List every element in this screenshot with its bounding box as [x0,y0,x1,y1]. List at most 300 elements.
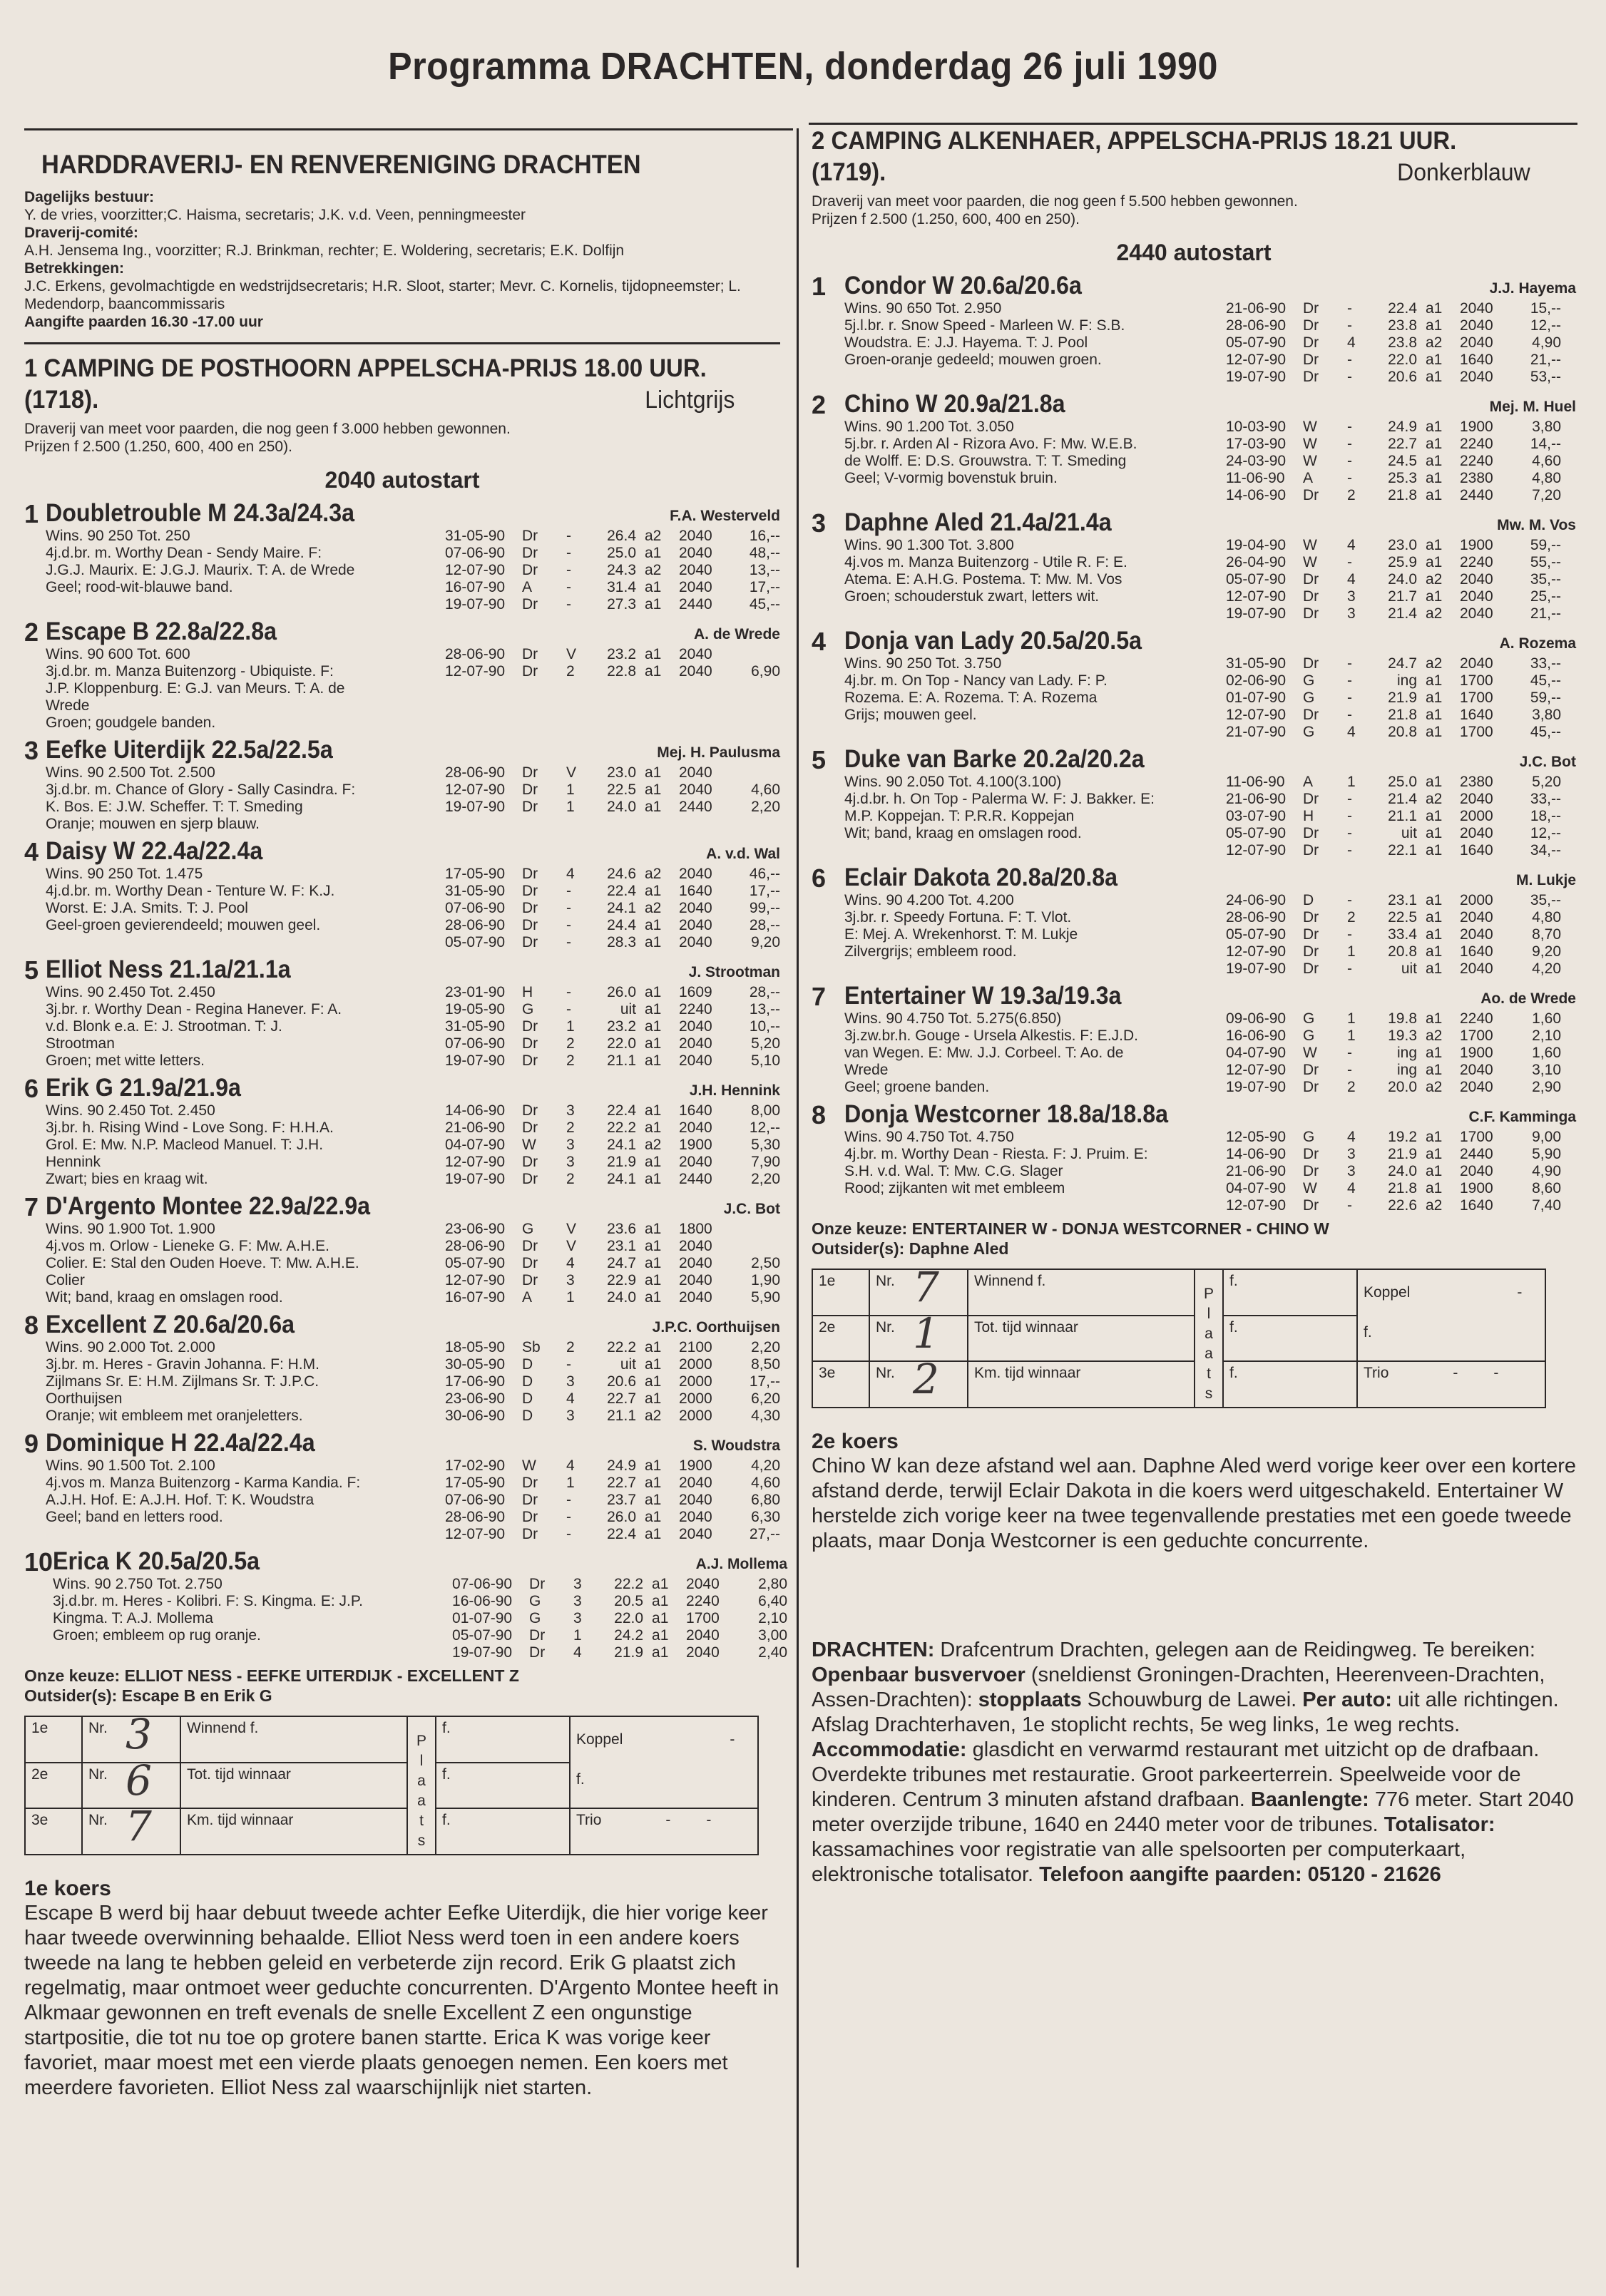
stat-cell: 1 [1347,943,1356,960]
info-line: 4j.d.br. m. Worthy Dean - Tenture W. F: K.J. [46,883,335,899]
bet-form [812,1263,1546,1408]
stat-cell: a1 [645,545,662,561]
stat-cell: 33.4 [1388,926,1417,943]
stat-cell: Dr [522,1238,538,1254]
stat-cell: W [522,1457,536,1474]
club-label: Dagelijks bestuur: [24,189,155,205]
info-line: Wins. 90 2.450 Tot. 2.450 [46,1102,215,1119]
horse-number: 7 [812,982,827,1011]
stat-cell: 23.8 [1388,317,1417,334]
stat-cell: 12-07-90 [445,663,506,680]
stat-cell: 2040 [679,1475,712,1491]
stat-cell: Dr [1303,825,1319,841]
race-color: Donkerblauw [1397,159,1530,186]
stat-cell: 2040 [679,934,712,950]
race-conditions: Draverij van meet voor paarden, die nog geen f 3.000 hebben gewonnen. [24,421,511,437]
stat-cell: 12-07-90 [445,1272,506,1288]
stat-cell: a1 [1426,352,1443,368]
stat-row [445,1238,780,1255]
stat-cell: - [566,1526,571,1542]
horse-stats [1226,419,1576,504]
horse-entry [24,1074,780,1188]
stat-cell: 24.5 [1388,453,1417,469]
stat-row [1226,808,1576,825]
stat-cell: 22.0 [614,1610,644,1626]
stat-cell: - [1347,1197,1352,1214]
info-line: Wins. 90 2.500 Tot. 2.500 [46,764,215,781]
horse-details [46,1221,780,1306]
stat-cell: 23-01-90 [445,984,506,1000]
horse-stats [445,1102,780,1188]
stat-cell: 2040 [1460,1062,1493,1078]
stat-cell: 20.8 [1388,724,1417,740]
stat-cell: 21-07-90 [1226,724,1287,740]
koers-title: 1e koers [24,1877,111,1900]
stat-cell: Dr [522,866,538,882]
horse-body [844,745,1576,859]
stat-cell: 2040 [679,528,712,544]
bet-f: f. [1223,1269,1357,1316]
stat-cell: 2440 [1460,1146,1493,1162]
stat-cell: 12-07-90 [445,1526,506,1542]
stat-cell: a1 [1426,707,1443,723]
stat-cell: Dr [1303,571,1319,588]
stat-cell: - [1347,842,1352,859]
info-bold: Telefoon aangifte paarden: 05120 - 21626 [1039,1863,1441,1886]
stat-cell: 1 [566,1475,575,1491]
info-line: 3j.br. r. Worthy Dean - Regina Hanever. F: A. [46,1001,342,1018]
column-divider [797,128,799,2267]
stat-cell: a1 [645,799,662,815]
stat-cell: 17-05-90 [445,1475,506,1491]
stat-cell: a1 [645,646,662,662]
stat-cell: G [1303,1010,1315,1027]
stat-cell: a1 [645,1475,662,1491]
stat-cell: 2040 [679,1018,712,1035]
stat-cell: 4,60 [751,1475,780,1491]
info-line: Wit; band, kraag en omslagen rood. [844,825,1082,841]
stat-cell: 1900 [679,1457,712,1474]
stat-row [452,1644,787,1661]
info-line: Geel; V-vormig bovenstuk bruin. [844,470,1058,486]
horse-info [844,1129,1226,1214]
horse-stats [1226,1129,1576,1214]
stat-cell: a1 [1426,943,1443,960]
horse-stats [1226,892,1576,978]
stat-cell: 20.8 [1388,943,1417,960]
horse-stats [1226,774,1576,859]
stat-cell: 1640 [1460,1197,1493,1214]
stat-cell: 1609 [679,984,712,1000]
info-line: Wins. 90 2.000 Tot. 2.000 [46,1339,215,1355]
stat-cell: Dr [522,663,538,680]
stat-cell: Dr [1303,1163,1319,1179]
stat-cell: 12-07-90 [1226,943,1287,960]
stat-cell: 3 [566,1154,575,1170]
info-bold: Per auto: [1302,1688,1392,1711]
stat-cell: G [529,1593,541,1609]
info-line: E: Mej. A. Wrekenhorst. T: M. Lukje [844,926,1078,943]
stat-cell: 2040 [1460,1079,1493,1095]
stat-cell: 53,-- [1530,369,1561,385]
stat-row [445,1272,780,1289]
info-line: Hennink [46,1154,101,1170]
stat-cell: 24-03-90 [1226,453,1287,469]
horse-name: Doubletrouble M 24.3a/24.3a [46,499,355,527]
horse-body [844,982,1576,1096]
info-bold: DRACHTEN: [812,1639,935,1661]
stat-cell: 01-07-90 [1226,690,1287,706]
stat-cell: Dr [522,528,538,544]
horse-driver: A. de Wrede [694,626,780,642]
stat-row [452,1576,787,1593]
stat-cell: 20.5 [614,1593,644,1609]
stat-row [1226,317,1576,334]
stat-cell: 2040 [1460,588,1493,605]
stat-cell: 2,90 [1532,1079,1561,1095]
stat-cell: a1 [645,1492,662,1508]
horse-stats [1226,537,1576,622]
stat-cell: a1 [645,1171,662,1187]
stat-cell: 1900 [1460,537,1493,553]
bet-label: Tot. tijd winnaar [180,1763,407,1809]
stat-cell: 2040 [1460,317,1493,334]
stat-row [1226,605,1576,622]
stat-cell: 2 [566,1052,575,1069]
stat-cell: 05-07-90 [1226,571,1287,588]
stat-cell: a1 [1426,774,1443,790]
stat-cell: 46,-- [749,866,780,882]
info-line: Worst. E: J.A. Smits. T: J. Pool [46,900,248,916]
horse-entry [24,1311,780,1425]
stat-row [1226,825,1576,842]
stat-cell: a1 [652,1576,669,1592]
stat-cell: 22.4 [607,1102,636,1119]
horse-stats [1226,1010,1576,1096]
stat-cell: 2040 [679,781,712,798]
stat-cell: 2040 [679,1052,712,1069]
stat-row [452,1593,787,1610]
stat-cell: H [1303,808,1314,824]
stat-cell: 21.9 [607,1154,636,1170]
stat-row [1226,487,1576,504]
stat-cell: 7,40 [1532,1197,1561,1214]
stat-cell: Dr [1303,1197,1319,1214]
stat-cell: ing [1396,672,1417,689]
stat-cell: 24.1 [607,900,636,916]
info-line: 4j.br. m. Worthy Dean - Riesta. F: J. Pruim. E: [844,1146,1148,1162]
stat-cell: a1 [1426,1010,1443,1027]
stat-cell: 2040 [679,866,712,882]
stat-cell: 22.8 [607,663,636,680]
bet-rank: 2e [812,1316,869,1362]
horse-driver: J. Strootman [688,964,780,980]
stat-cell: 1700 [686,1610,720,1626]
info-line: 3j.d.br. m. Heres - Kolibri. F: S. Kingma. E: J.P. [53,1593,363,1609]
stat-row [445,528,780,545]
info-line: 3j.d.br. m. Manza Buitenzorg - Ubiquiste. F: [46,663,334,680]
horse-number: 4 [812,627,827,656]
horse-driver: A.J. Mollema [695,1556,788,1572]
stat-cell: 11-06-90 [1226,470,1285,486]
stat-row [1226,1045,1576,1062]
horse-details [46,866,780,951]
stat-cell: 3 [566,1272,575,1288]
stat-cell: a1 [1426,419,1443,435]
stat-cell: 02-06-90 [1226,672,1287,689]
horse-info [46,866,445,951]
stat-cell: W [1303,1045,1317,1061]
info-line: M.P. Koppejan. T: P.R.R. Koppejan [844,808,1075,824]
horse-details [844,300,1576,386]
stat-cell: 24.0 [607,1289,636,1306]
stat-cell: Dr [522,562,538,578]
stat-cell: 2040 [679,1492,712,1508]
stat-cell: 1700 [1460,724,1493,740]
stat-row [445,883,780,900]
stat-cell: 22.2 [614,1576,644,1592]
stat-cell: a1 [645,1154,662,1170]
horse-stats [445,984,780,1070]
stat-cell: 3,00 [758,1627,788,1644]
stat-cell: a1 [645,1457,662,1474]
stat-cell: 21.9 [614,1644,644,1661]
stat-cell: 05-07-90 [445,934,506,950]
stat-cell: 2 [1347,1079,1356,1095]
info-line: Wins. 90 250 Tot. 1.475 [46,866,203,882]
horse-details [844,1129,1576,1214]
horse-info [46,1457,445,1543]
stat-cell: a1 [645,1102,662,1119]
stat-cell: - [1347,791,1352,807]
club-text: A.H. Jensema Ing., voorzitter; R.J. Brinkman, rechter; E. Woldering, secretaris; E.K. Dolfijn [24,242,625,259]
stat-cell: 8,60 [1532,1180,1561,1196]
horse-number: 5 [24,955,39,985]
stat-cell: V [566,1221,577,1237]
info-bold: stopplaats [978,1688,1082,1711]
stat-cell: 28-06-90 [445,917,506,933]
info-line: Wins. 90 4.200 Tot. 4.200 [844,892,1014,908]
stat-cell: G [529,1610,541,1626]
horse-info [46,1339,445,1425]
info-line: 3j.br. h. Rising Wind - Love Song. F: H.H.A. [46,1119,334,1136]
stat-cell: Dr [1303,655,1319,672]
horse-driver: Ao. de Wrede [1480,990,1576,1007]
stat-row [1226,791,1576,808]
stat-cell: a1 [1426,1180,1443,1196]
stat-cell: V [566,1238,577,1254]
horse-details [46,646,780,732]
horse-details [844,655,1576,741]
stat-cell: 2040 [679,562,712,578]
stat-cell: 1700 [1460,690,1493,706]
stat-cell: 22.0 [1388,352,1417,368]
stat-cell: Dr [522,1035,538,1052]
stat-cell: 23.1 [1388,892,1417,908]
stat-cell: 2040 [679,900,712,916]
stat-cell: Dr [522,1526,538,1542]
stat-cell: 1 [573,1627,582,1644]
stat-cell: 07-06-90 [445,900,506,916]
stat-cell: - [1347,470,1352,486]
stat-cell: 10,-- [749,1018,780,1035]
horse-number: 1 [24,499,39,528]
stat-cell: a1 [1426,554,1443,570]
stat-cell: 1800 [679,1221,712,1237]
info-bold: Totalisator: [1383,1813,1495,1836]
stat-cell [726,1221,780,1238]
info-line: Groen; embleem op rug oranje. [53,1627,261,1644]
horse-entry [812,745,1576,859]
stat-cell: 8,00 [751,1102,780,1119]
horse-stats [1226,655,1576,741]
stat-cell: Dr [522,1102,538,1119]
horse-info [844,537,1226,622]
stat-cell: 10-03-90 [1226,419,1287,435]
stat-cell: 19-07-90 [445,799,506,815]
right-column [812,125,1576,1887]
stat-cell: 2000 [679,1373,712,1390]
stat-cell: 12,-- [1530,825,1561,841]
stat-cell: a1 [1426,960,1443,977]
stat-cell: 5,30 [751,1137,780,1153]
stat-cell: 1 [566,781,575,798]
stat-cell: Dr [522,1018,538,1035]
stat-cell: Dr [1303,588,1319,605]
stat-cell: 12-07-90 [1226,588,1287,605]
stat-cell: W [1303,453,1317,469]
horse-number: 3 [812,508,827,538]
stat-cell: D [1303,892,1314,908]
stat-cell: 3 [573,1593,582,1609]
stat-cell: Dr [522,1475,538,1491]
stat-row [445,1137,780,1154]
divider [809,123,1577,125]
stat-cell: 2,10 [1532,1027,1561,1044]
stat-row [1226,300,1576,317]
stat-cell: 22.4 [607,883,636,899]
horse-name: Daisy W 22.4a/22.4a [46,837,263,865]
info-line: Wins. 90 1.900 Tot. 1.900 [46,1221,215,1237]
stat-row [1226,1146,1576,1163]
bet-label: Winnend f. [180,1716,407,1763]
info-line: Groen; schouderstuk zwart, letters wit. [844,588,1100,605]
stat-cell: 2040 [679,1035,712,1052]
horse-info [844,892,1226,978]
info-line: Wins. 90 1.500 Tot. 2.100 [46,1457,215,1474]
stat-cell: a1 [645,1001,662,1018]
stat-cell: a1 [652,1593,669,1609]
stat-cell: - [566,528,571,544]
stat-row [445,646,780,663]
info-line: J.G.J. Maurix. E: J.G.J. Maurix. T: A. de Wrede [46,562,355,578]
info-line: Zilvergrijs; embleem rood. [844,943,1017,960]
stat-cell: Dr [522,883,538,899]
stat-cell: 1640 [1460,943,1493,960]
horse-stats [445,1339,780,1425]
stat-cell: 45,-- [1530,724,1561,740]
stat-cell: 09-06-90 [1226,1010,1287,1027]
stat-cell: 22.7 [607,1390,636,1407]
horse-body [46,837,780,951]
club-info [24,188,780,331]
stat-cell: 4 [1347,1180,1356,1196]
stat-row [1226,943,1576,960]
stat-row [445,1171,780,1188]
stat-cell: a1 [652,1627,669,1644]
stat-cell: 2000 [1460,808,1493,824]
stat-cell: 15,-- [1530,300,1561,317]
stat-cell: a1 [645,1035,662,1052]
stat-cell: a2 [645,866,662,882]
info-line: Wins. 90 1.200 Tot. 3.050 [844,419,1014,435]
stat-cell: 12-05-90 [1226,1129,1287,1145]
handwritten-number: 2 [913,1355,939,1404]
stat-cell: a1 [645,883,662,899]
stat-cell: 5,90 [751,1289,780,1306]
stat-cell: A [522,1289,533,1306]
stat-cell: 27.3 [607,596,636,613]
stat-cell: - [1347,672,1352,689]
horse-details [844,537,1576,622]
stat-cell: 45,-- [1530,672,1561,689]
stat-cell: 22.2 [607,1119,636,1136]
stat-cell: - [566,1001,571,1018]
koers-text: Chino W kan deze afstand wel aan. Daphne Aled werd vorige keer over een kortere afstand derde, terwijl Eclair Dakota in die koers werd uitgeschakeld. Entertainer W herstelde zich vorige keer na twee tegenvallende prestaties met een goede tweede plaats, maar Donja Westcorner is een geduchte concurrente. [812,1455,1577,1552]
stat-cell: 59,-- [1530,537,1561,553]
stat-cell: 30-06-90 [445,1408,506,1424]
stat-cell: 21.4 [1388,791,1417,807]
stat-cell: D [522,1390,533,1407]
horse-entry [812,982,1576,1096]
stat-cell: Dr [522,596,538,613]
stat-cell: 3,10 [1532,1062,1561,1078]
horse-driver: J.P.C. Oorthuijsen [652,1319,780,1336]
stat-cell: 2240 [1460,1010,1493,1027]
stat-cell: 22.0 [607,1035,636,1052]
info-line: S.H. v.d. Wal. T: Mw. C.G. Slager [844,1163,1063,1179]
horse-number: 6 [812,863,827,893]
horse-name: Donja van Lady 20.5a/20.5a [844,627,1142,655]
stat-cell: 59,-- [1530,690,1561,706]
stat-cell: a1 [645,917,662,933]
stat-cell: 2040 [686,1627,720,1644]
stat-row [1226,724,1576,741]
horse-info [46,646,445,732]
club-text: Y. de vries, voorzitter;C. Haisma, secretaris; J.K. v.d. Veen, penningmeester [24,207,526,223]
stat-cell: 35,-- [1530,892,1561,908]
stat-cell: 2 [566,1171,575,1187]
stat-row [1226,352,1576,369]
stat-cell: Dr [522,1272,538,1288]
horse-number: 2 [24,617,39,647]
trio-cell [1357,1361,1545,1408]
stat-cell: 22.2 [607,1339,636,1355]
horse-name: Duke van Barke 20.2a/20.2a [844,745,1145,773]
stat-cell: a1 [645,596,662,613]
horse-info [844,655,1226,741]
horse-driver: J.J. Hayema [1489,280,1576,297]
stat-cell: a1 [1426,672,1443,689]
horse-name: Chino W 20.9a/21.8a [844,390,1065,418]
stat-cell: 17,-- [749,1373,780,1390]
info-line: Wins. 90 250 Tot. 250 [46,528,190,544]
stat-row [445,1390,780,1408]
stat-cell: 4 [1347,724,1356,740]
horse-body [46,1192,780,1306]
info-line: Wins. 90 2.450 Tot. 2.450 [46,984,215,1000]
bet-nr-label: Nr. [88,1812,108,1829]
